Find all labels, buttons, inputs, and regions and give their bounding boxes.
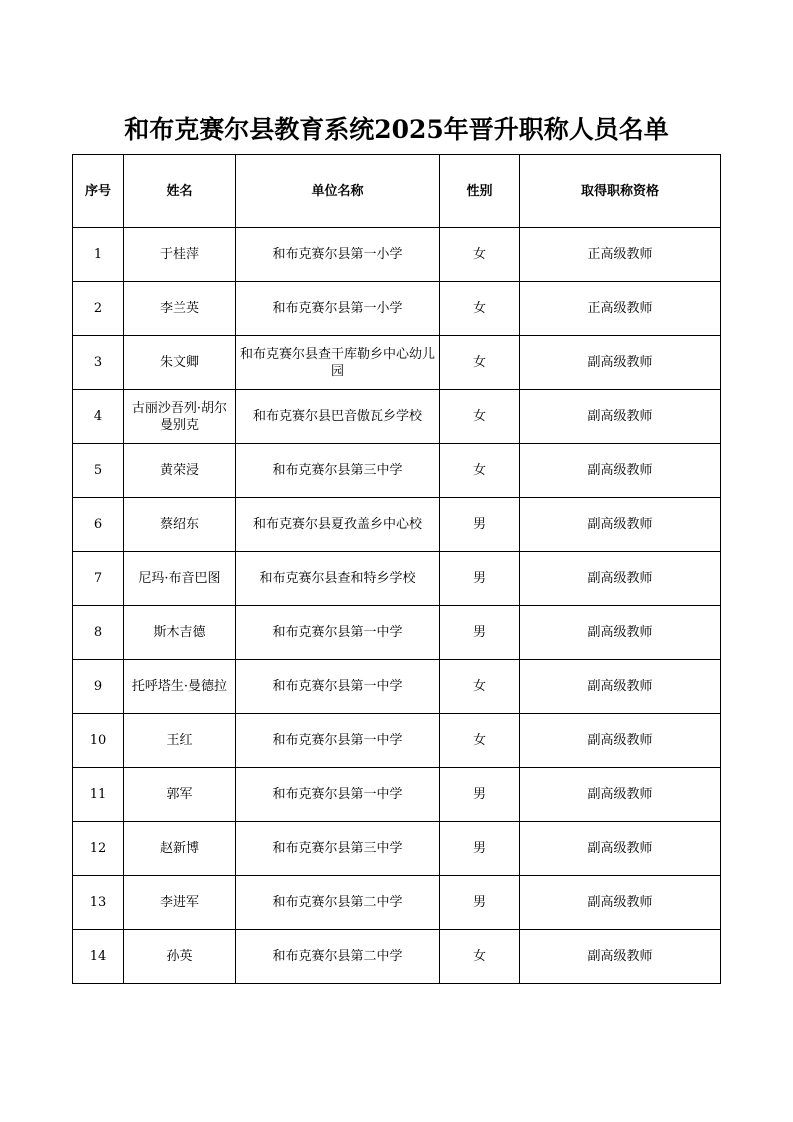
cell-no: 8 [73,606,124,660]
cell-qualification: 正高级教师 [520,282,721,336]
header-name: 姓名 [124,155,236,228]
cell-gender: 男 [440,552,520,606]
cell-no: 3 [73,336,124,390]
cell-gender: 男 [440,606,520,660]
cell-no: 12 [73,822,124,876]
header-no: 序号 [73,155,124,228]
cell-no: 13 [73,876,124,930]
cell-name: 黄荣浸 [124,444,236,498]
table-row [73,444,721,498]
cell-no: 5 [73,444,124,498]
cell-qualification: 副高级教师 [520,876,721,930]
cell-name: 托呼塔生·曼德拉 [124,660,236,714]
cell-unit: 和布克赛尔县第一中学 [236,714,440,768]
cell-no: 4 [73,390,124,444]
table-row [73,606,721,660]
cell-qualification: 副高级教师 [520,768,721,822]
cell-name: 蔡绍东 [124,498,236,552]
cell-gender: 女 [440,930,520,984]
cell-qualification: 副高级教师 [520,822,721,876]
cell-qualification: 副高级教师 [520,444,721,498]
table-row [73,228,721,282]
cell-gender: 女 [440,714,520,768]
cell-no: 1 [73,228,124,282]
table-row [73,768,721,822]
cell-unit: 和布克赛尔县第二中学 [236,930,440,984]
cell-name: 古丽沙吾列·胡尔曼别克 [124,390,236,444]
cell-name: 朱文卿 [124,336,236,390]
cell-no: 9 [73,660,124,714]
cell-unit: 和布克赛尔县第一中学 [236,660,440,714]
table-row [73,498,721,552]
table-row [73,714,721,768]
cell-qualification: 副高级教师 [520,552,721,606]
cell-gender: 男 [440,498,520,552]
cell-name: 王红 [124,714,236,768]
cell-gender: 男 [440,822,520,876]
cell-no: 6 [73,498,124,552]
cell-qualification: 副高级教师 [520,498,721,552]
cell-unit: 和布克赛尔县查和特乡学校 [236,552,440,606]
cell-gender: 女 [440,228,520,282]
table-row [73,336,721,390]
personnel-table [72,154,721,984]
cell-qualification: 副高级教师 [520,930,721,984]
cell-no: 2 [73,282,124,336]
header-unit: 单位名称 [236,155,440,228]
cell-no: 7 [73,552,124,606]
cell-gender: 女 [440,282,520,336]
cell-name: 郭军 [124,768,236,822]
table-row [73,390,721,444]
cell-name: 赵新博 [124,822,236,876]
page-title: 和布克赛尔县教育系统2025年晋升职称人员名单 [124,115,669,144]
table-header-row [73,155,721,228]
cell-qualification: 副高级教师 [520,390,721,444]
cell-name: 尼玛·布音巴图 [124,552,236,606]
table-row [73,930,721,984]
cell-qualification: 正高级教师 [520,228,721,282]
cell-name: 李进军 [124,876,236,930]
cell-unit: 和布克赛尔县查干库勒乡中心幼儿园 [236,336,440,390]
table-row [73,282,721,336]
table-row [73,822,721,876]
cell-unit: 和布克赛尔县第三中学 [236,444,440,498]
table-row [73,660,721,714]
cell-no: 11 [73,768,124,822]
cell-no: 14 [73,930,124,984]
cell-qualification: 副高级教师 [520,714,721,768]
header-qualification: 取得职称资格 [520,155,721,228]
cell-qualification: 副高级教师 [520,336,721,390]
cell-unit: 和布克赛尔县第三中学 [236,822,440,876]
cell-gender: 女 [440,390,520,444]
cell-name: 孙英 [124,930,236,984]
table-row [73,876,721,930]
cell-gender: 女 [440,336,520,390]
cell-gender: 女 [440,660,520,714]
cell-unit: 和布克赛尔县第一小学 [236,282,440,336]
cell-gender: 男 [440,876,520,930]
cell-name: 于桂萍 [124,228,236,282]
cell-unit: 和布克赛尔县第二中学 [236,876,440,930]
cell-unit: 和布克赛尔县第一小学 [236,228,440,282]
cell-unit: 和布克赛尔县第一中学 [236,768,440,822]
table-row [73,552,721,606]
cell-unit: 和布克赛尔县夏孜盖乡中心校 [236,498,440,552]
cell-unit: 和布克赛尔县巴音傲瓦乡学校 [236,390,440,444]
cell-gender: 女 [440,444,520,498]
cell-unit: 和布克赛尔县第一中学 [236,606,440,660]
cell-name: 李兰英 [124,282,236,336]
cell-no: 10 [73,714,124,768]
cell-gender: 男 [440,768,520,822]
cell-name: 斯木吉德 [124,606,236,660]
cell-qualification: 副高级教师 [520,660,721,714]
header-gender: 性别 [440,155,520,228]
cell-qualification: 副高级教师 [520,606,721,660]
